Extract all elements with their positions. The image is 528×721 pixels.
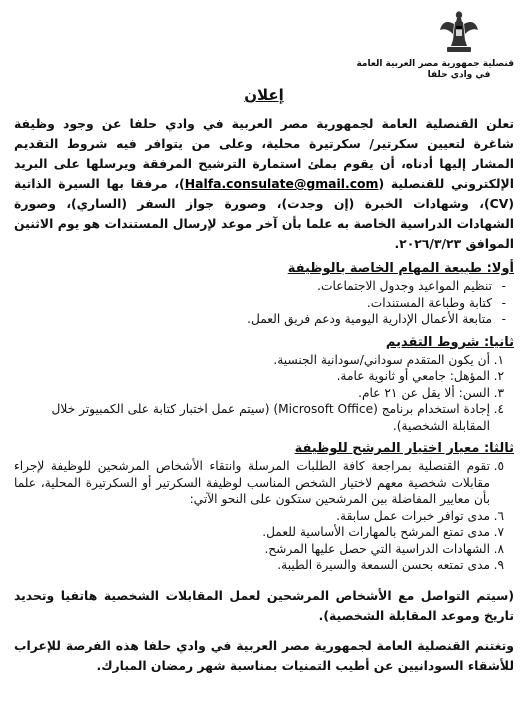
item-number: ٩. [493, 558, 504, 572]
consulate-name: قنصلية جمهورية مصر العربية العامة [356, 59, 514, 69]
requirements-list [14, 352, 514, 435]
intro-paragraph: تعلن القنصلية العامة لجمهورية مصر العربية في وادي حلفا عن وجود وظيفة شاغرة لتعيين سكرتير/ سكرتيرة محلية، وعلى من يتوافر فيه شروط التقديم المشار إليها أدناه، أن يقوم بملئ استمارة الترشيح المرفقة ويرسلها على البريد الإلكتروني للقنصلية (Halfa.consulate@gmail.com)، مرفقا بها السيرة الذاتية (CV)، وشهادات الخبرة (إن وجدت)، وصورة جواز السفر (الساري)، وصورة الشهادات الدراسية الخاصة به علما بأن آخر موعد لإرسال المستندات هو يوم الاثنين الموافق ٢٠٢٦/٣/٢٣. [14, 116, 514, 251]
item-number: ٦. [493, 508, 504, 523]
intro-text-start: تعلن القنصلية العامة لجمهورية مصر العربية في وادي حلفا عن وجود وظيفة شاغرة لتعيين سكرتير/ سكرتيرة محلية، وعلى من يتوافر فيه شروط التقديم المشار إليها أدناه، أن يقوم بملئ استمارة الترشيح المرفقة ويرسلها على البريد الإلكتروني للقنصلية [14, 116, 514, 191]
list-item: - متابعة الأعمال الإدارية اليومية ودعم فريق العمل. [14, 311, 492, 328]
announcement-title: إعلان [244, 86, 284, 104]
list-item [14, 385, 504, 402]
item-number: ٨. [493, 541, 504, 556]
section-requirements-heading: ثانيا: شروط التقديم [385, 334, 514, 350]
list-item [14, 368, 504, 385]
criteria-list [14, 458, 514, 574]
list-item [14, 524, 504, 541]
list-item: - كتابة وطباعة المستندات. [14, 295, 492, 312]
item-number: ٣. [493, 385, 504, 400]
contact-note: (سيتم التواصل مع الأشخاص المرشحين لعمل المقابلات الشخصية هاتفيا وتحديد تاريخ وموعد المقابلة الشخصية). [14, 587, 514, 623]
list-item [14, 458, 504, 508]
list-item [14, 401, 504, 434]
list-item [14, 352, 504, 369]
item-text: مدى توافر خبرات عمل سابقة. [336, 508, 490, 523]
item-text: مدى تمتع المرشح بالمهارات الأساسية للعمل. [262, 525, 490, 539]
item-number: ١. [493, 352, 504, 367]
eagle-emblem-icon [439, 8, 479, 54]
letterhead [356, 8, 514, 81]
list-item [14, 508, 504, 525]
item-number: ٢. [493, 369, 504, 383]
item-text: أن يكون المتقدم سوداني/سودانية الجنسية. [273, 352, 490, 367]
item-text: المؤهل: جامعي أو ثانوية عامة. [336, 369, 490, 383]
section-duties-heading: أولا: طبيعة المهام الخاصة بالوظيفة [287, 261, 514, 276]
closing-paragraph: وتغتنم القنصلية العامة لجمهورية مصر العربية في وادي حلفا هذه الفرصة للإعراب للأشقاء السودانيين عن أطيب التمنيات بمناسبة شهر رمضان المبارك. [14, 637, 514, 673]
item-number: ٥. [493, 459, 504, 473]
intro-text-end: ، مرفقا بها السيرة الذاتية (CV)، وشهادات الخبرة (إن وجدت)، وصورة جواز السفر (الساري)، وصورة الشهادات الدراسية الخاصة به علما بأن آخر موعد لإرسال المستندات هو يوم الاثنين الموافق ٢٠٢٦/٣/٢٣. [14, 176, 514, 251]
announcement-body [14, 114, 514, 676]
item-text: الشهادات الدراسية التي حصل عليها المرشح. [264, 541, 490, 556]
list-item [14, 557, 504, 574]
item-text: إجادة استخدام برنامج (Microsoft Office) (سيتم عمل اختبار كتابة على الكمبيوتر خلال المقابلة الشخصية). [51, 402, 490, 433]
item-text: السن: ألا يقل عن ٢١ عام. [358, 385, 490, 400]
item-text: مدى تمتعه بحسن السمعة والسيرة الطيبة. [277, 558, 490, 572]
item-text: تقوم القنصلية بمراجعة كافة الطلبات المرسلة وانتقاء الأشخاص المرشحين للوظيفة لإجراء مقابلات شخصية معهم لاختيار الشخص المناسب لوظيفة السكرتير أو السكرتيرة المحلية، علما بأن معايير المفاضلة بين المرشحين ستكون على النحو الآتي: [14, 459, 490, 506]
item-number: ٧. [493, 525, 504, 539]
section-criteria-heading: ثالثا: معيار اختيار المرشح للوظيفة [294, 441, 514, 456]
list-item: - تنظيم المواعيد وجدول الاجتماعات. [14, 278, 492, 295]
list-item [14, 541, 504, 558]
duties-list [14, 278, 514, 328]
item-number: ٤. [493, 402, 504, 416]
consulate-location: في وادي حلفا [427, 70, 491, 80]
email-address: Halfa.consulate@gmail.com [184, 176, 379, 191]
